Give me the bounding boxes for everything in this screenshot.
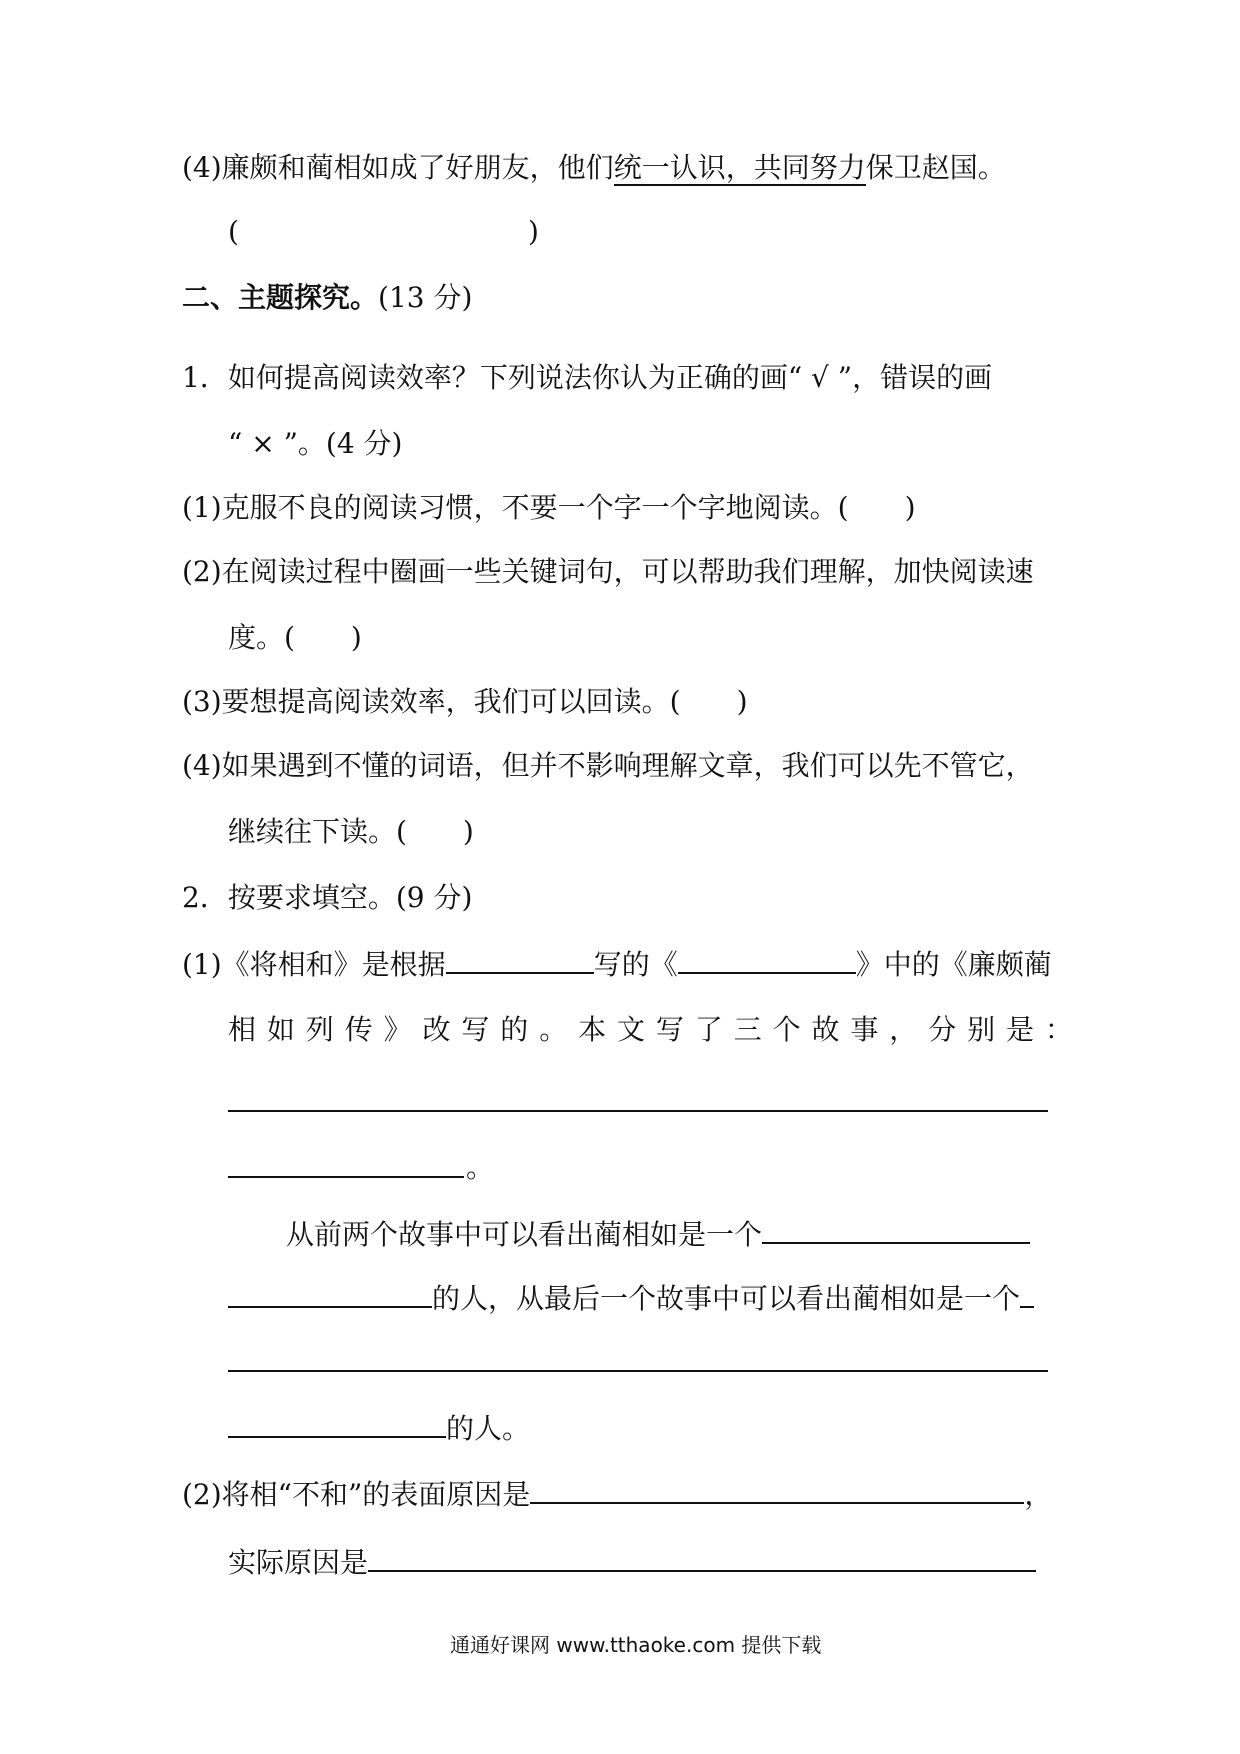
item-number: (2) [182, 1478, 222, 1511]
judge-item-4[interactable] [182, 746, 1034, 786]
item-text: 要想提高阅读效率，我们可以回读。( ) [221, 685, 748, 718]
item-number: (1) [182, 491, 222, 524]
judge-item-3[interactable] [182, 682, 748, 722]
blank-stories-line1[interactable] [228, 1110, 1048, 1112]
judge-item-2[interactable] [182, 552, 1034, 592]
blank-real-reason[interactable] [368, 1540, 1036, 1572]
item-text: 克服不良的阅读习惯，不要一个字一个字地阅读。( ) [221, 491, 916, 524]
question-1-continued: “ × ”。(4 分) [228, 427, 403, 460]
answer-parenthesis-open[interactable]: ( [228, 215, 239, 248]
item-text: 在阅读过程中圈画一些关键词句，可以帮助我们理解，加快阅读速 [221, 555, 1034, 588]
page-footer: 通通好课网 www.tthaoke.com 提供下载 [450, 1633, 822, 1657]
question-text: 廉颇和蔺相如成了好朋友，他们 [221, 151, 614, 184]
question-number: 2． [182, 881, 228, 914]
question-text: 保卫赵国。 [865, 151, 1006, 184]
question-1 [182, 358, 992, 398]
blank-author[interactable] [446, 942, 594, 974]
blank-trait-2-line[interactable] [228, 1370, 1048, 1372]
blank-trait-2[interactable] [1020, 1276, 1034, 1308]
item-text: 如果遇到不懂的词语，但并不影响理解文章，我们可以先不管它， [221, 749, 1034, 782]
item-number: (4) [182, 749, 222, 782]
blank-stories-line2[interactable] [228, 1176, 464, 1178]
blank-trait-1[interactable] [762, 1212, 1030, 1244]
blank-trait-2-cont[interactable] [228, 1406, 446, 1438]
fill-item-1 [182, 942, 1052, 985]
question-text: 如何提高阅读效率？下列说法你认为正确的画“ √ ”，错误的画 [227, 361, 993, 394]
fill-text: ， [1024, 1478, 1053, 1511]
fill-para-2-line4 [228, 1406, 530, 1449]
fill-text: 的人，从最后一个故事中可以看出蔺相如是一个 [432, 1282, 1021, 1315]
fill-para-2-line2 [228, 1276, 1034, 1319]
blank-surface-reason[interactable] [530, 1472, 1024, 1504]
fill-text: 的人。 [446, 1412, 531, 1445]
fill-item-1-line2: 相 如 列 传 》 改 写 的 。 本 文 写 了 三 个 故 事 ， 分 别 是 ： [228, 1013, 1074, 1046]
judge-item-4-continued[interactable]: 继续往下读。( ) [228, 815, 474, 848]
fill-text: 《将相和》是根据 [221, 948, 446, 981]
fill-text: 从前两个故事中可以看出蔺相如是一个 [286, 1218, 763, 1251]
fill-text: 将相“不和”的表面原因是 [221, 1478, 531, 1511]
judge-item-1[interactable] [182, 488, 916, 528]
blank-book[interactable] [678, 942, 856, 974]
fill-para-2 [286, 1212, 1030, 1255]
blank-trait-1-cont[interactable] [228, 1276, 432, 1308]
item-number: (4) [182, 151, 222, 184]
period-mark: 。 [466, 1151, 495, 1184]
fill-text: 》中的《廉颇蔺 [855, 948, 1052, 981]
item-number: (2) [182, 555, 222, 588]
fill-item-2-line2 [228, 1540, 1036, 1583]
question-text: 按要求填空。(9 分) [227, 881, 473, 914]
question-number: 1． [182, 361, 228, 394]
item-number: (3) [182, 685, 222, 718]
fill-text: 实际原因是 [228, 1546, 369, 1579]
judge-item-2-continued[interactable]: 度。( ) [228, 621, 362, 654]
underlined-phrase: 统一认识，共同努力 [613, 151, 866, 184]
question-line [182, 148, 1006, 188]
fill-text: 写的《 [593, 948, 678, 981]
section-title: 二、主题探究。 [182, 281, 379, 314]
item-number: (1) [182, 948, 222, 981]
section-score: (13 分) [378, 281, 473, 314]
answer-parenthesis-close: ) [528, 215, 539, 248]
section-heading [182, 278, 472, 318]
fill-item-2 [182, 1472, 1052, 1515]
question-2 [182, 878, 472, 918]
